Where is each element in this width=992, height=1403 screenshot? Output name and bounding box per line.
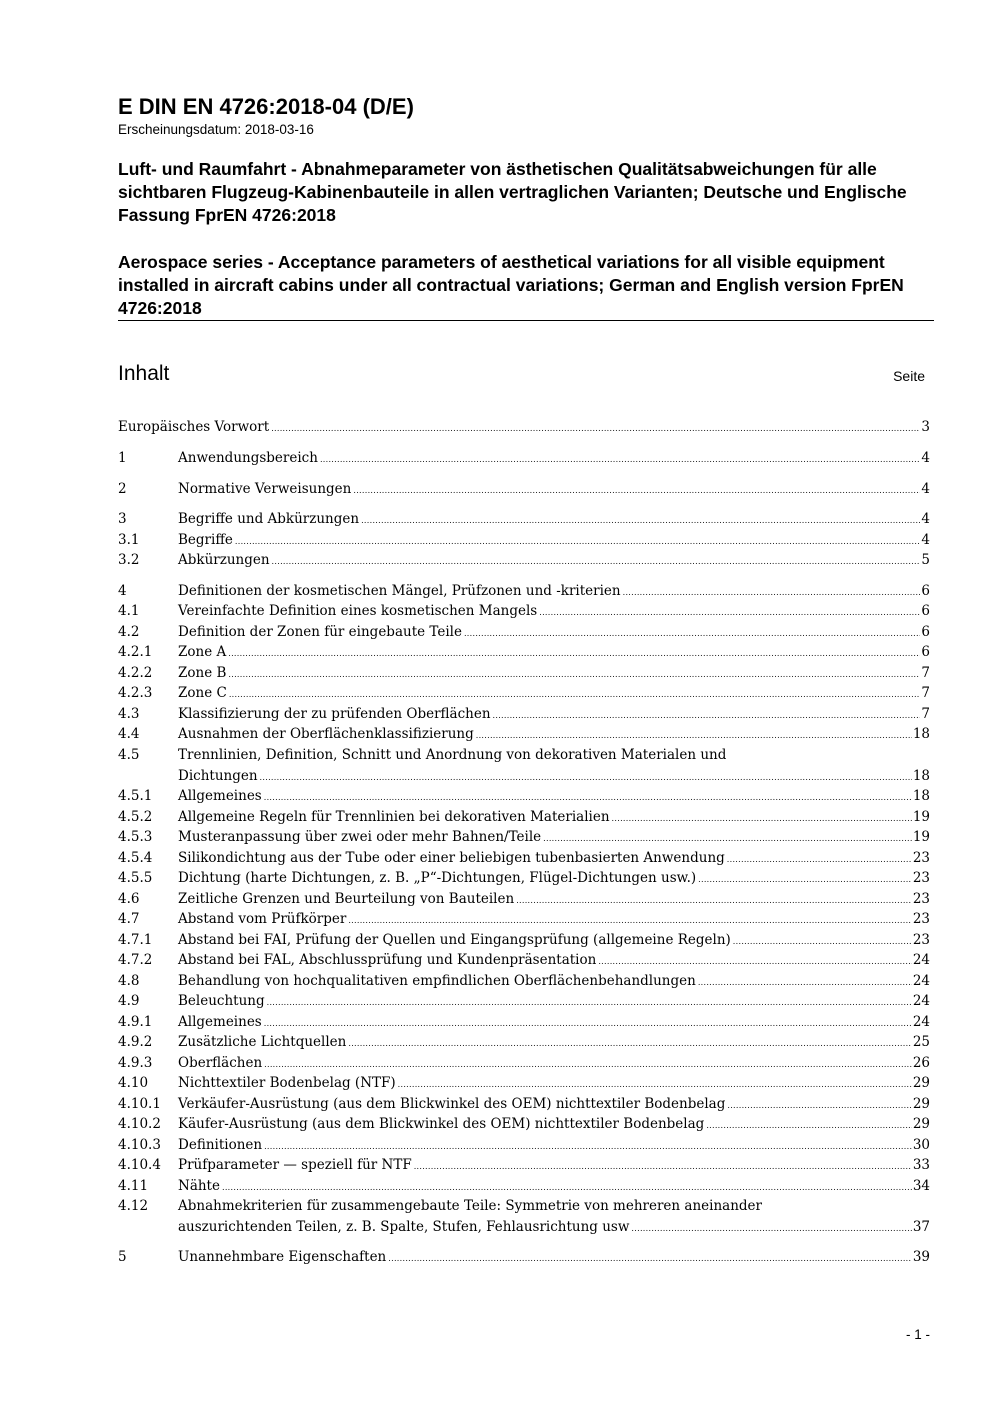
toc-entry[interactable] — [118, 1073, 930, 1096]
toc-entry[interactable] — [118, 550, 930, 573]
toc-entry-title: Allgemeine Regeln für Trennlinien bei dekorativen Materialien — [178, 809, 610, 825]
toc-leader-dots — [271, 419, 920, 440]
toc-entry-number: 4.2 — [118, 624, 140, 640]
toc-entry-number: 4.10.2 — [118, 1116, 161, 1132]
subtitle-english: Aerospace series - Acceptance parameters of aesthetical variations for all visible equipment installed in aircraft cabins under all contractual variations; German and English version FprEN 4726:2018 — [118, 252, 904, 318]
toc-entry-title: Trennlinien, Definition, Schnitt und Anordnung von dekorativen Materialen und — [178, 747, 727, 763]
toc-leader-dots — [348, 911, 911, 932]
toc-entry-number: 4.9.1 — [118, 1014, 153, 1030]
toc-leader-dots — [476, 726, 912, 747]
toc-leader-dots — [229, 685, 921, 706]
toc-entry-number: 1 — [118, 450, 127, 466]
toc-entry-title: Europäisches Vorwort — [118, 419, 270, 435]
toc-entry-title: Verkäufer-Ausrüstung (aus dem Blickwinkel des OEM) nichttextiler Bodenbelag — [178, 1096, 726, 1112]
page-number: - 1 - — [905, 1327, 930, 1342]
toc-entry[interactable] — [118, 1196, 930, 1239]
subtitle-german: Luft- und Raumfahrt - Abnahmeparameter von ästhetischen Qualitätsabweichungen für alle sichtbaren Flugzeug-Kabinenbauteile in allen vertraglichen Varianten; Deutsche und Englische Fassung FprEN 4726:2018 — [118, 159, 907, 225]
toc-entry-number: 4.2.2 — [118, 665, 153, 681]
toc-leader-dots — [267, 993, 912, 1014]
toc-leader-dots — [706, 1116, 912, 1137]
toc-entry-title: Definitionen — [178, 1137, 263, 1153]
toc-entry-page: 18 — [912, 767, 930, 784]
toc-leader-dots — [264, 788, 912, 809]
toc-entry-number: 4.2.3 — [118, 685, 153, 701]
toc-entry-title: Definitionen der kosmetischen Mängel, Prüfzonen und -kriterien — [178, 583, 621, 599]
toc-entry-title: Musteranpassung über zwei oder mehr Bahnen/Teile — [178, 829, 542, 845]
toc-leader-dots — [698, 870, 912, 891]
toc-entry-title: Klassifizierung der zu prüfenden Oberflächen — [178, 706, 491, 722]
toc-entry-number: 4.5 — [118, 747, 140, 763]
toc-entry-page: 7 — [921, 706, 930, 722]
toc-entry-number: 4.10.1 — [118, 1096, 161, 1112]
toc-entry-title: Allgemeines — [178, 788, 262, 804]
toc-entry-title: Dichtungen — [178, 767, 258, 784]
toc-entry-page: 23 — [912, 870, 930, 886]
toc-entry-title: Silikondichtung aus der Tube oder einer beliebigen tubenbasierten Anwendung — [178, 850, 725, 866]
toc-entry-page: 24 — [912, 993, 930, 1009]
toc-entry[interactable] — [118, 479, 930, 502]
toc-entry-title: Käufer-Ausrüstung (aus dem Blickwinkel des OEM) nichttextiler Bodenbelag — [178, 1116, 705, 1132]
toc-leader-dots — [414, 1157, 912, 1178]
toc-entry-page: 6 — [921, 583, 930, 599]
toc-entry-title: Begriffe und Abkürzungen — [178, 511, 360, 527]
toc-entry-page: 18 — [912, 788, 930, 804]
toc-entry-page: 6 — [921, 644, 930, 660]
toc-entry-number: 4.10 — [118, 1075, 149, 1091]
document-title: E DIN EN 4726:2018-04 (D/E) — [118, 94, 414, 119]
toc-entry-title: Unannehmbare Eigenschaften — [178, 1249, 387, 1265]
toc-entry-number: 4 — [118, 583, 127, 599]
toc-entry-title: Begriffe — [178, 532, 233, 548]
toc-entry[interactable] — [118, 417, 930, 440]
toc-entry-title: Nähte — [178, 1178, 220, 1194]
toc-entry-number: 4.5.1 — [118, 788, 153, 804]
toc-entry-page: 24 — [912, 973, 930, 989]
toc-entry[interactable] — [118, 745, 930, 788]
toc-entry-page: 7 — [921, 685, 930, 701]
toc-entry-number: 4.5.5 — [118, 870, 153, 886]
toc-entry-number: 4.6 — [118, 891, 140, 907]
toc-entry[interactable] — [118, 1032, 930, 1055]
toc-entry-number: 3 — [118, 511, 127, 527]
toc-entry-title: Allgemeines — [178, 1014, 262, 1030]
toc-entry-title: Dichtung (harte Dichtungen, z. B. „P“-Dichtungen, Flügel-Dichtungen usw.) — [178, 870, 697, 886]
toc-entry-page: 24 — [912, 1014, 930, 1030]
toc-entry-title: Zusätzliche Lichtquellen — [178, 1034, 347, 1050]
toc-entry-title: Zone B — [178, 665, 227, 681]
toc-entry-number: 4.12 — [118, 1198, 149, 1214]
toc-heading: Inhalt — [118, 362, 170, 385]
toc-entry-page: 4 — [921, 450, 930, 466]
toc-entry[interactable] — [118, 1155, 930, 1178]
toc-entry-title: Normative Verweisungen — [178, 481, 352, 497]
toc-entry-title: Zeitliche Grenzen und Beurteilung von Bauteilen — [178, 891, 515, 907]
toc-entry-number: 4.4 — [118, 726, 140, 742]
toc-entry-page: 5 — [921, 552, 930, 568]
toc-entry-page: 29 — [912, 1075, 930, 1091]
toc-leader-dots — [353, 481, 920, 502]
toc-entry-page: 30 — [912, 1137, 930, 1153]
toc-entry-title: Zone A — [178, 644, 227, 660]
toc-entry-title: Oberflächen — [178, 1055, 263, 1071]
toc-entry[interactable] — [118, 868, 930, 891]
toc-entry-page: 23 — [912, 891, 930, 907]
toc-entry-page: 37 — [912, 1218, 930, 1235]
toc-entry-title: Beleuchtung — [178, 993, 265, 1009]
toc-entry-number: 4.3 — [118, 706, 140, 722]
toc-entry-title: Definition der Zonen für eingebaute Teile — [178, 624, 462, 640]
toc-leader-dots — [398, 1075, 912, 1096]
toc-entry-number: 4.9.2 — [118, 1034, 153, 1050]
toc-entry[interactable] — [118, 724, 930, 747]
toc-entry[interactable] — [118, 827, 930, 850]
toc-entry-title: Abnahmekriterien für zusammengebaute Teile: Symmetrie von mehreren aneinander — [178, 1198, 762, 1214]
toc-entry-number: 4.7 — [118, 911, 140, 927]
toc-entry-number: 4.9.3 — [118, 1055, 153, 1071]
toc-entry-title: Abstand vom Prüfkörper — [178, 911, 347, 927]
toc-entry-page: 19 — [912, 829, 930, 845]
toc-leader-dots — [348, 1034, 911, 1055]
toc-entry-title: Zone C — [178, 685, 227, 701]
toc-entry-page: 24 — [912, 952, 930, 968]
toc-leader-dots — [543, 829, 912, 850]
toc-entry-page: 19 — [912, 809, 930, 825]
toc-entry-page: 23 — [912, 911, 930, 927]
toc-entry-number: 4.9 — [118, 993, 140, 1009]
toc-entry[interactable] — [118, 601, 930, 624]
toc-entry-number: 5 — [118, 1249, 127, 1265]
toc-entry-number: 3.1 — [118, 532, 140, 548]
toc-entry-number: 4.5.4 — [118, 850, 153, 866]
toc-entry-number: 4.2.1 — [118, 644, 153, 660]
toc-entry-page: 4 — [921, 532, 930, 548]
toc-entry-title: Abstand bei FAI, Prüfung der Quellen und Eingangsprüfung (allgemeine Regeln) — [178, 932, 731, 948]
toc-leader-dots — [228, 644, 920, 665]
toc-entry-number: 4.10.3 — [118, 1137, 161, 1153]
toc-entry-page: 4 — [921, 511, 930, 527]
toc-page-label: Seite — [893, 368, 925, 384]
toc-entry-page: 6 — [921, 624, 930, 640]
toc-entry-page: 29 — [912, 1096, 930, 1112]
toc-entry[interactable] — [118, 950, 930, 973]
publication-date: Erscheinungsdatum: 2018-03-16 — [118, 122, 314, 137]
toc-entry[interactable] — [118, 509, 930, 532]
toc-entry-page: 34 — [912, 1178, 930, 1194]
toc-entry-page: 39 — [912, 1249, 930, 1265]
toc-entry-page: 7 — [921, 665, 930, 681]
toc-entry-title: Nichttextiler Bodenbelag (NTF) — [178, 1075, 396, 1091]
toc-entry-title: Abstand bei FAL, Abschlussprüfung und Kundenpräsentation — [178, 952, 597, 968]
toc-entry[interactable] — [118, 448, 930, 471]
toc-entry[interactable] — [118, 1114, 930, 1137]
toc-entry[interactable] — [118, 1247, 930, 1270]
toc-entry-title: Prüfparameter — speziell für NTF — [178, 1157, 412, 1173]
toc-entry-title: auszurichtenden Teilen, z. B. Spalte, Stufen, Fehlausrichtung usw — [178, 1218, 630, 1235]
toc-entry[interactable] — [118, 642, 930, 665]
toc-entry-title: Behandlung von hochqualitativen empfindlichen Oberflächenbehandlungen — [178, 973, 696, 989]
toc-entry-number: 4.1 — [118, 603, 140, 619]
toc-leader-dots — [598, 952, 911, 973]
toc-entry[interactable] — [118, 786, 930, 809]
toc-entry-number: 4.11 — [118, 1178, 149, 1194]
toc-entry-page: 3 — [921, 419, 930, 435]
toc-entry-number: 4.7.2 — [118, 952, 153, 968]
toc-entry-number: 4.7.1 — [118, 932, 153, 948]
toc-entry-number: 3.2 — [118, 552, 140, 568]
toc-entry-page: 25 — [912, 1034, 930, 1050]
toc-entry-title: Anwendungsbereich — [178, 450, 318, 466]
toc-entry-number: 4.10.4 — [118, 1157, 161, 1173]
toc-entry-number: 4.8 — [118, 973, 140, 989]
toc-entry-title: Abkürzungen — [178, 552, 270, 568]
toc-entry[interactable] — [118, 909, 930, 932]
toc-entry-page: 6 — [921, 603, 930, 619]
toc-leader-dots — [388, 1249, 912, 1270]
toc-entry[interactable] — [118, 991, 930, 1014]
toc-entry-page: 33 — [912, 1157, 930, 1173]
toc-entry-title: Vereinfachte Definition eines kosmetischen Mangels — [178, 603, 538, 619]
toc-entry[interactable] — [118, 683, 930, 706]
toc-entry-page: 29 — [912, 1116, 930, 1132]
toc-entry-page: 23 — [912, 850, 930, 866]
toc-entry-title: Ausnahmen der Oberflächenklassifizierung — [178, 726, 474, 742]
toc-entry-number: 4.5.3 — [118, 829, 153, 845]
toc-entry-page: 26 — [912, 1055, 930, 1071]
toc-entry-number: 4.5.2 — [118, 809, 153, 825]
toc-leader-dots — [361, 511, 920, 532]
toc-entry-number: 2 — [118, 481, 127, 497]
toc-entry-page: 18 — [912, 726, 930, 742]
toc-entry-page: 4 — [921, 481, 930, 497]
toc-leader-dots — [320, 450, 920, 471]
toc-leader-dots — [272, 552, 921, 573]
toc-leader-dots — [539, 603, 920, 624]
toc-leader-dots — [631, 1219, 911, 1240]
toc-entry-page: 23 — [912, 932, 930, 948]
